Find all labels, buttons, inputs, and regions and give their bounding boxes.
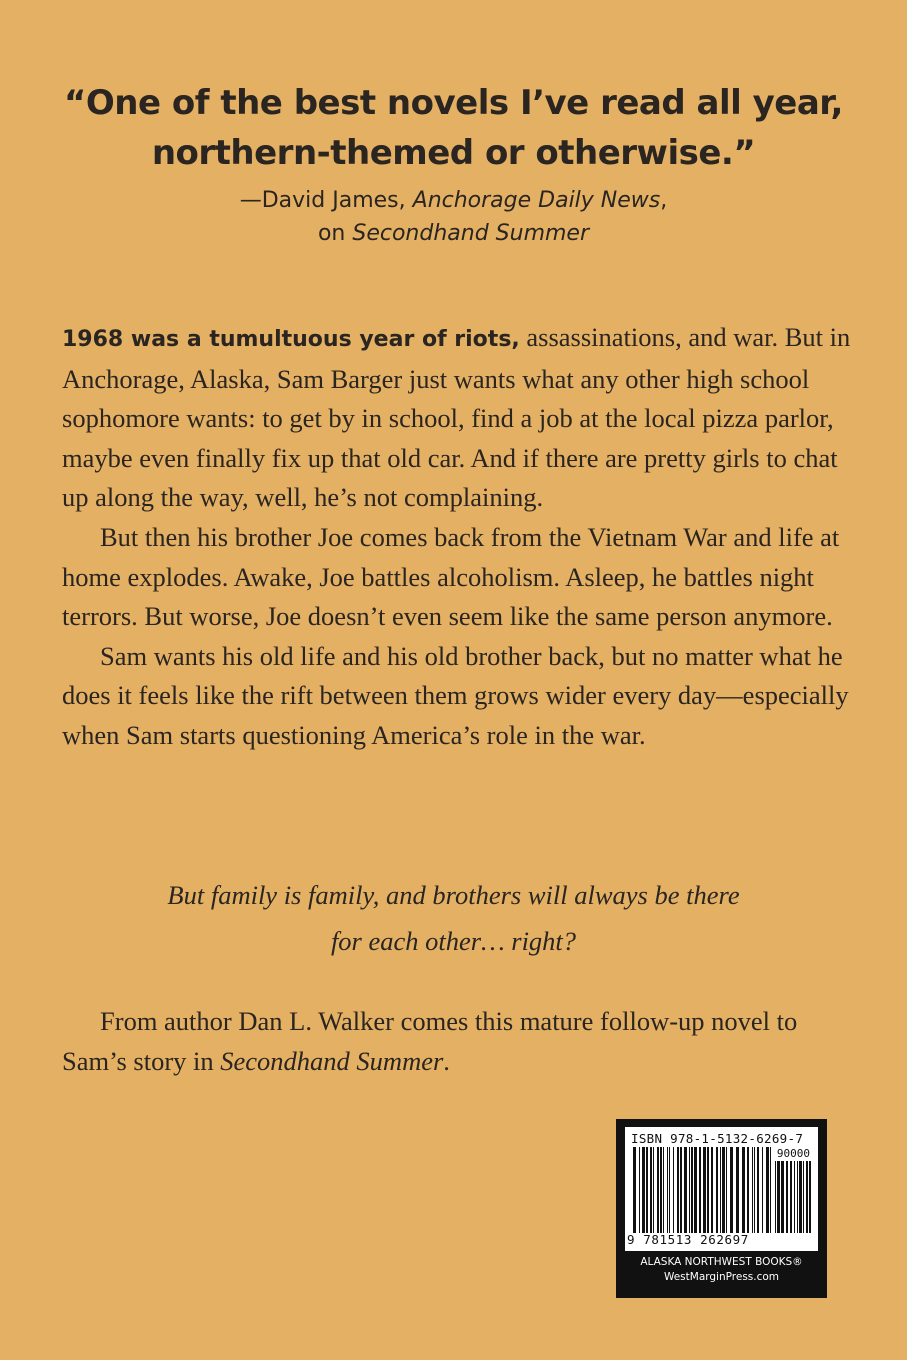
- barcode-bar: [667, 1147, 668, 1233]
- attribution-source: Anchorage Daily News: [412, 188, 661, 213]
- quote-line-2: northern-themed or otherwise.”: [151, 133, 756, 173]
- quote-line-1: “One of the best novels I’ve read all year,: [64, 83, 843, 123]
- barcode-bar: [633, 1147, 636, 1233]
- barcode-bar: [694, 1147, 697, 1233]
- blurb-paragraph-1: [62, 318, 852, 518]
- barcode-bar: [770, 1147, 771, 1233]
- barcode-bar: [777, 1161, 780, 1233]
- attribution-book-title: Secondhand Summer: [352, 221, 590, 246]
- barcode-bar: [684, 1147, 687, 1233]
- barcode-bar: [757, 1147, 759, 1233]
- barcode-bar: [786, 1161, 788, 1233]
- barcode-bar: [660, 1147, 662, 1233]
- barcode-bar: [669, 1147, 670, 1233]
- closing-book-title: Secondhand Summer: [220, 1045, 444, 1076]
- barcode-bar: [650, 1147, 652, 1233]
- barcode-bar: [722, 1147, 725, 1233]
- barcode-bar: [736, 1147, 739, 1233]
- barcode-bar: [790, 1161, 792, 1233]
- barcode-bar: [646, 1147, 648, 1233]
- barcode-bar: [742, 1147, 745, 1233]
- publisher-info: [625, 1255, 818, 1285]
- attribution-author: —David James,: [239, 188, 413, 213]
- closing-body: From author Dan L. Walker comes this mature follow-up novel to Sam’s story in: [62, 1006, 798, 1076]
- barcode-bar: [752, 1147, 753, 1233]
- quote-attribution: [0, 184, 907, 217]
- addon-barcode-bars: [775, 1161, 813, 1233]
- barcode-bar: [677, 1147, 679, 1233]
- isbn-barcode: [616, 1119, 827, 1298]
- barcode-bar: [720, 1147, 721, 1233]
- quote-attribution-book: [0, 217, 907, 250]
- closing-period: .: [443, 1045, 450, 1076]
- barcode-bar: [775, 1161, 776, 1233]
- barcode-bar: [673, 1147, 674, 1233]
- barcode-bar: [657, 1147, 659, 1233]
- tagline: [0, 872, 907, 964]
- barcode-bar: [707, 1147, 709, 1233]
- review-quote: [0, 78, 907, 250]
- barcode-bar: [754, 1147, 755, 1233]
- tagline-line-1: But family is family, and brothers will always be there: [167, 880, 740, 910]
- barcode-bar: [781, 1161, 784, 1233]
- barcode-bar: [730, 1147, 733, 1233]
- barcode-bar: [794, 1161, 795, 1233]
- barcode-bar: [663, 1147, 664, 1233]
- barcode-bar: [726, 1147, 727, 1233]
- barcode-panel: [625, 1127, 818, 1251]
- barcode-bar: [653, 1147, 654, 1233]
- publisher-website: WestMarginPress.com: [663, 1271, 780, 1283]
- barcode-bar: [642, 1147, 645, 1233]
- isbn-number: ISBN 978-1-5132-6269-7: [631, 1131, 804, 1146]
- barcode-bar: [766, 1147, 769, 1233]
- barcode-bar: [711, 1147, 713, 1233]
- tagline-line-2: for each other… right?: [330, 926, 577, 956]
- blurb-paragraph-2: But then his brother Joe comes back from the Vietnam War and life at home explodes. Awake, Joe battles alcoholism. Asleep, he battles night terrors. But worse, Joe doesn’t even seem like the same person anymore.: [62, 521, 840, 632]
- book-blurb: [62, 318, 852, 756]
- blurb-paragraph-3: Sam wants his old life and his old brother back, but no matter what he does it feels like the rift between them grows wider every day—especially when Sam starts questioning America’s role in the war.: [62, 640, 849, 750]
- barcode-bar: [762, 1147, 763, 1233]
- barcode-bar: [689, 1147, 690, 1233]
- barcode-bar: [797, 1161, 798, 1233]
- ean-barcode-bars: [633, 1147, 771, 1233]
- barcode-bar: [809, 1161, 811, 1233]
- price-code: 90000: [776, 1147, 810, 1160]
- blurb-lead-in: 1968 was a tumultuous year of riots,: [62, 327, 520, 352]
- attribution-comma: ,: [660, 188, 668, 213]
- barcode-bar: [747, 1147, 749, 1233]
- publisher-name: ALASKA NORTHWEST BOOKS®: [640, 1256, 803, 1268]
- barcode-bar: [799, 1161, 802, 1233]
- barcode-bar: [699, 1147, 701, 1233]
- barcode-bar: [716, 1147, 718, 1233]
- barcode-bar: [680, 1147, 682, 1233]
- barcode-bar: [691, 1147, 693, 1233]
- closing-paragraph: [62, 1002, 852, 1081]
- barcode-digits: 9 781513 262697: [627, 1232, 749, 1247]
- barcode-bar: [806, 1161, 808, 1233]
- barcode-bar: [639, 1147, 640, 1233]
- barcode-bar: [703, 1147, 706, 1233]
- closing-text: [62, 1002, 852, 1081]
- attribution-on: on: [317, 221, 353, 246]
- barcode-bar: [803, 1161, 804, 1233]
- blurb-p1-text: assassinations, and war. But in Anchorage, Alaska, Sam Barger just wants what any other high school sophomore wants: to get by in school, find a job at the local pizza parlor, maybe even finally fix up that old car. And if there are pretty girls to chat up along the way, well, he’s not complaining.: [62, 322, 851, 513]
